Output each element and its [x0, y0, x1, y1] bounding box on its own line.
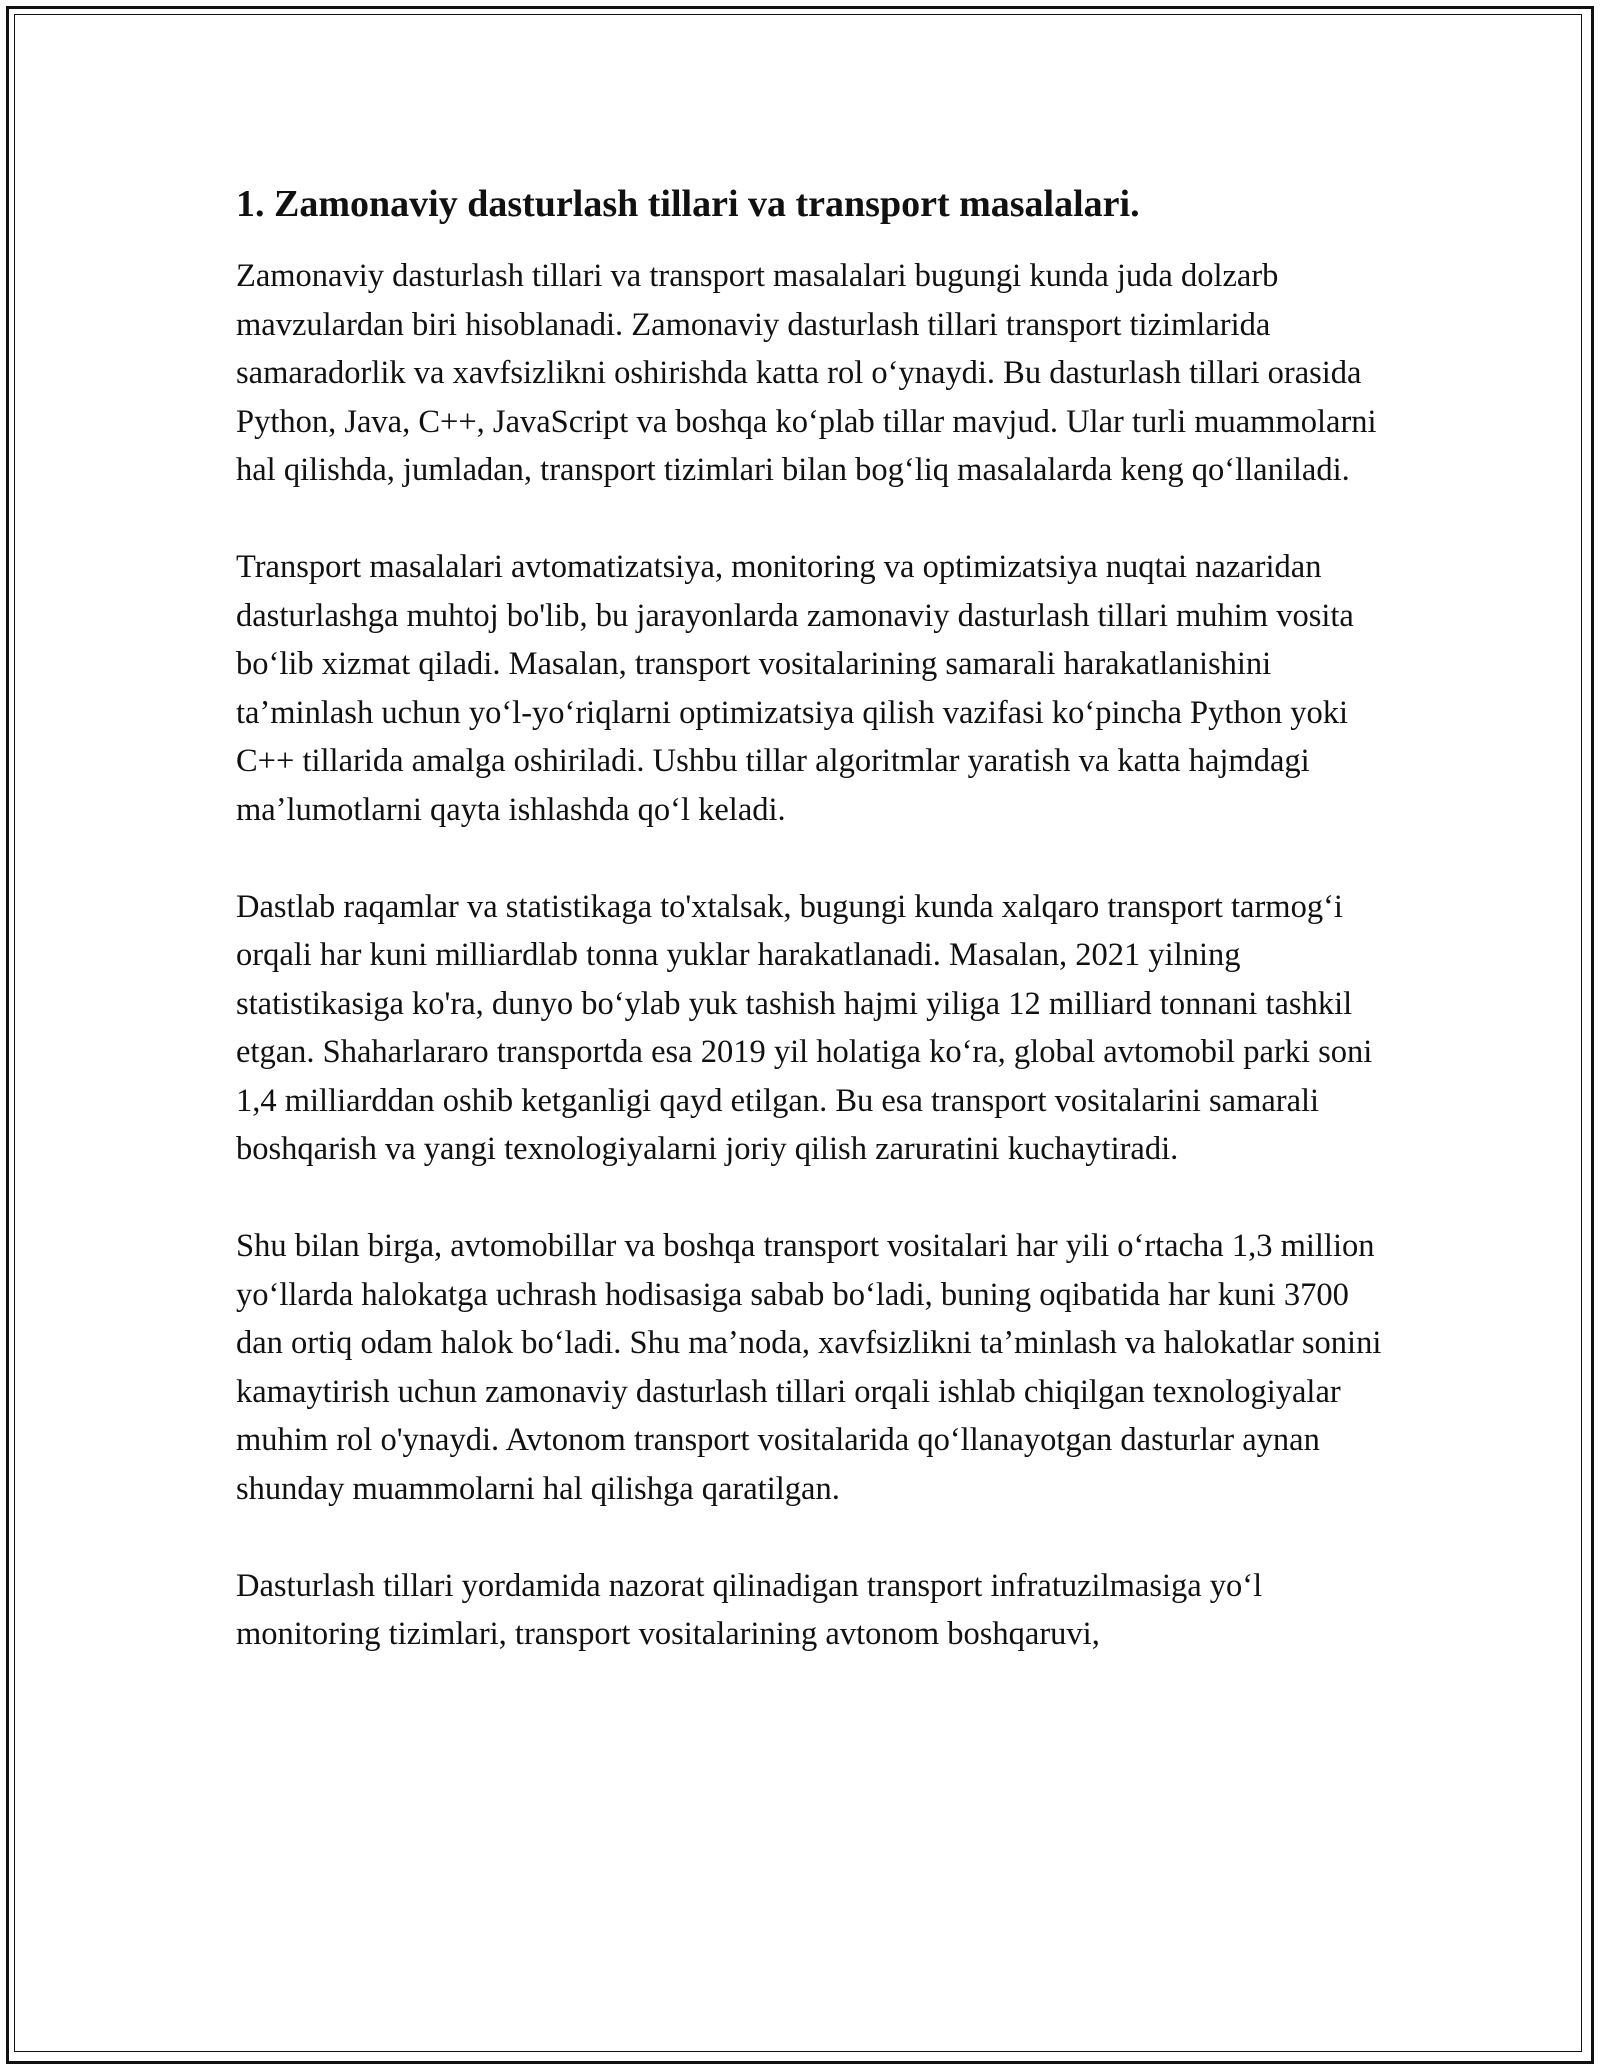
paragraph-1: Zamonaviy dasturlash tillari va transport masalalari bugungi kunda juda dolzarb mavzulardan biri hisoblanadi. Zamonaviy dasturlash tillari transport tizimlarida samaradorlik va xavfsizlikni oshirishda katta rol oʻynaydi. Bu dasturlash tillari orasida Python, Java, C++, JavaScript va boshqa koʻplab tillar mavjud. Ular turli muammolarni hal qilishda, jumladan, transport tizimlari bilan bogʻliq masalalarda keng qoʻllaniladi.	[236, 258, 1377, 488]
document-body	[236, 180, 1386, 1707]
paragraph-4: Shu bilan birga, avtomobillar va boshqa transport vositalari har yili oʻrtacha 1,3 million yoʻllarda halokatga uchrash hodisasiga sabab boʻladi, buning oqibatida har kuni 3700 dan ortiq odam halok boʻladi. Shu maʼnoda, xavfsizlikni taʼminlash va halokatlar sonini kamaytirish uchun zamonaviy dasturlash tillari orqali ishlab chiqilgan texnologiyalar muhim rol o'ynaydi. Avtonom transport vositalarida qoʻllanayotgan dasturlar aynan shunday muammolarni hal qilishga qaratilgan.	[236, 1228, 1382, 1507]
paragraph-2: Transport masalalari avtomatizatsiya, monitoring va optimizatsiya nuqtai nazaridan dasturlashga muhtoj bo'lib, bu jarayonlarda zamonaviy dasturlash tillari muhim vosita boʻlib xizmat qiladi. Masalan, transport vositalarining samarali harakatlanishini taʼminlash uchun yoʻl-yoʻriqlarni optimizatsiya qilish vazifasi koʻpincha Python yoki C++ tillarida amalga oshiriladi. Ushbu tillar algoritmlar yaratish va katta hajmdagi maʼlumotlarni qayta ishlashda qoʻl keladi.	[236, 549, 1354, 828]
section-heading: 1. Zamonaviy dasturlash tillari va transport masalalari.	[236, 183, 1140, 225]
paragraph-5: Dasturlash tillari yordamida nazorat qilinadigan transport infratuzilmasiga yoʻl monitoring tizimlari, transport vositalarining avtonom boshqaruvi,	[236, 1567, 1263, 1652]
paragraph-3: Dastlab raqamlar va statistikaga to'xtalsak, bugungi kunda xalqaro transport tarmogʻi orqali har kuni milliardlab tonna yuklar harakatlanadi. Masalan, 2021 yilning statistikasiga ko'ra, dunyo boʻylab yuk tashish hajmi yiliga 12 milliard tonnani tashkil etgan. Shaharlararo transportda esa 2019 yil holatiga koʻra, global avtomobil parki soni 1,4 milliarddan oshib ketganligi qayd etilgan. Bu esa transport vositalarini samarali boshqarish va yangi texnologiyalarni joriy qilish zaruratini kuchaytiradi.	[236, 888, 1373, 1167]
